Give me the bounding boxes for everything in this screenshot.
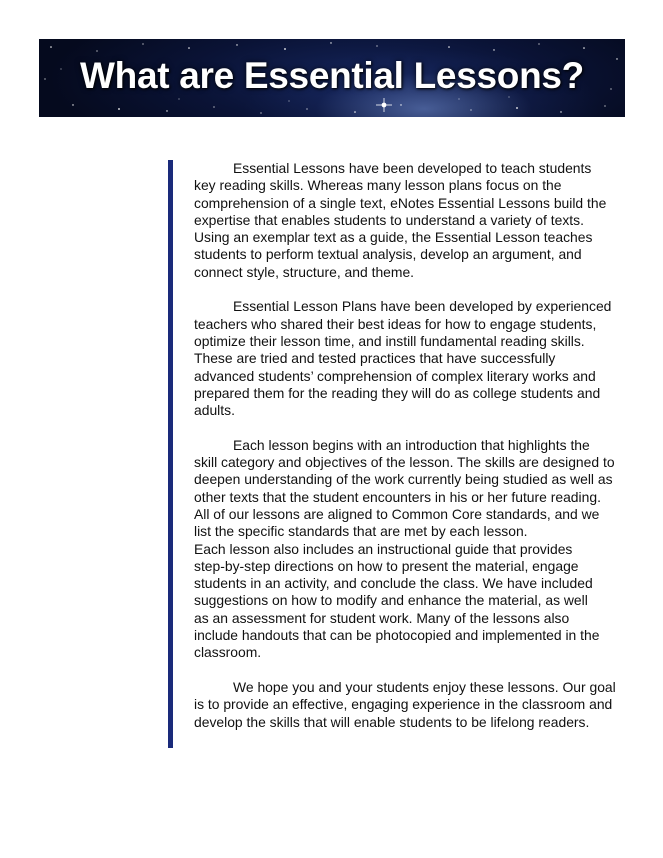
- text-line: skill category and objectives of the lesson. The skills are designed to: [194, 454, 615, 471]
- accent-vertical-rule: [168, 160, 173, 748]
- text-line: optimize their lesson time, and instill fundamental reading skills.: [194, 332, 585, 349]
- text-line: expertise that enables students to understand a variety of texts.: [194, 211, 584, 228]
- text-line: develop the skills that will enable students to be lifelong readers.: [194, 713, 590, 730]
- paragraph-lesson-structure: [194, 437, 626, 662]
- text-line: These are tried and tested practices that have successfully: [194, 350, 556, 367]
- bright-star-icon: [376, 98, 392, 112]
- paragraph-closing: [194, 679, 626, 731]
- text-line: All of our lessons are aligned to Common Core standards, and we: [194, 505, 600, 522]
- article-body: [194, 160, 626, 748]
- text-line: Each lesson begins with an introduction that highlights the: [233, 436, 590, 453]
- text-line: classroom.: [194, 644, 262, 661]
- text-line: step-by-step directions on how to present the material, engage: [194, 557, 579, 574]
- text-line: key reading skills. Whereas many lesson plans focus on the: [194, 177, 562, 194]
- text-line: Each lesson also includes an instructional guide that provides: [194, 540, 573, 557]
- text-line: include handouts that can be photocopied and implemented in the: [194, 627, 600, 644]
- text-line: list the specific standards that are met by each lesson.: [194, 523, 528, 540]
- text-line: Essential Lessons have been developed to teach students: [233, 160, 592, 176]
- paragraph-development: [194, 298, 626, 419]
- text-line: advanced students’ comprehension of complex literary works and: [194, 367, 596, 384]
- text-line: Using an exemplar text as a guide, the Essential Lesson teaches: [194, 229, 593, 246]
- paragraph-intro: [194, 160, 626, 281]
- text-line: prepared them for the reading they will do as college students and: [194, 384, 601, 401]
- title-banner: [39, 39, 625, 117]
- page-title: What are Essential Lessons?: [80, 55, 584, 96]
- text-line: deepen understanding of the work currently being studied as well as: [194, 471, 613, 488]
- text-line: connect style, structure, and theme.: [194, 263, 415, 280]
- text-line: suggestions on how to modify and enhance the material, as well: [194, 592, 588, 609]
- text-line: teachers who shared their best ideas for how to engage students,: [194, 315, 597, 332]
- text-line: as an assessment for student work. Many of the lessons also: [194, 609, 570, 626]
- text-line: comprehension of a single text, eNotes Essential Lessons build the: [194, 194, 607, 211]
- text-line: is to provide an effective, engaging experience in the classroom and: [194, 696, 613, 713]
- text-line: students in an activity, and conclude the class. We have included: [194, 575, 593, 592]
- text-line: We hope you and your students enjoy these lessons. Our goal: [233, 678, 616, 695]
- text-line: students to perform textual analysis, develop an argument, and: [194, 246, 582, 263]
- text-line: Essential Lesson Plans have been developed by experienced: [233, 298, 612, 315]
- text-line: adults.: [194, 402, 235, 419]
- text-line: other texts that the student encounters in his or her future reading.: [194, 488, 601, 505]
